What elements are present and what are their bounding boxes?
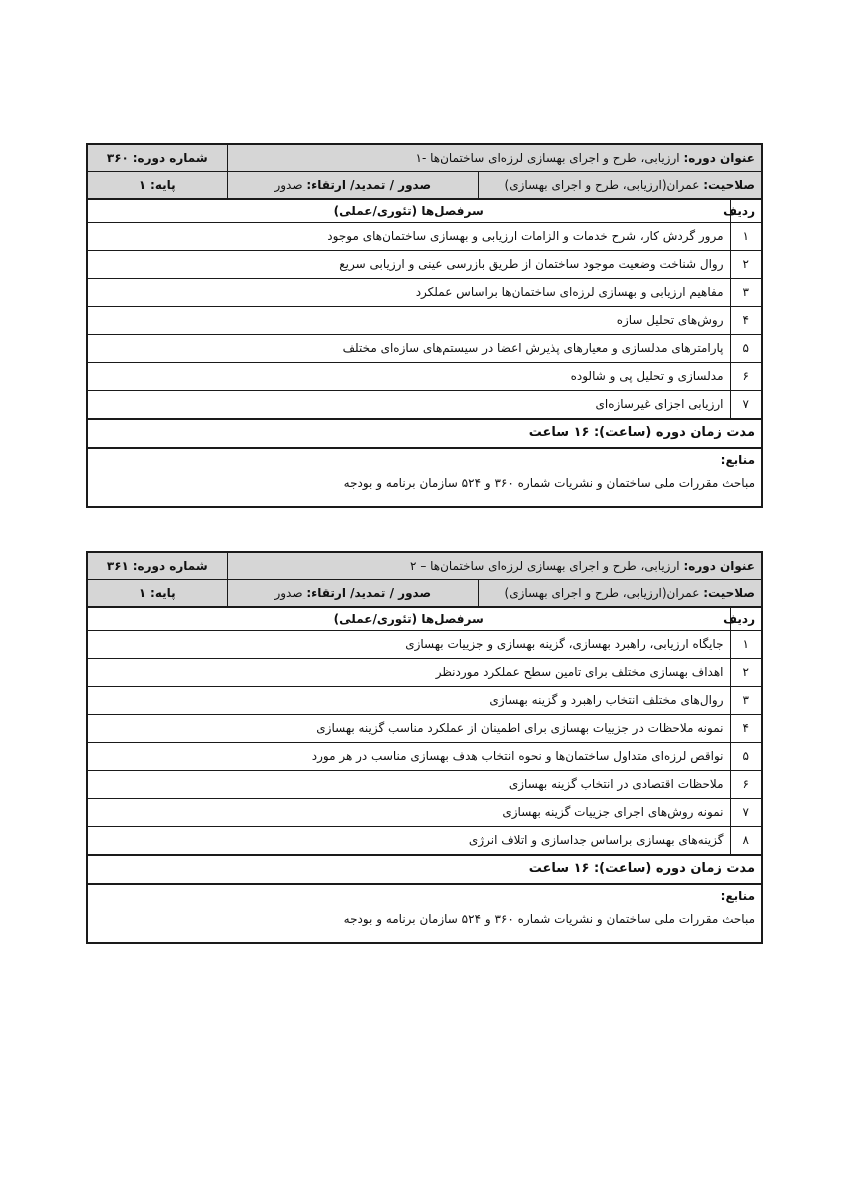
issue-cell xyxy=(227,580,479,608)
duration-label: مدت زمان دوره (ساعت): xyxy=(593,425,755,441)
course-title-row xyxy=(87,144,762,172)
duration-cell xyxy=(87,419,762,448)
topic-row xyxy=(87,251,762,279)
topic-number: ۳ xyxy=(730,687,762,715)
issue-value: صدور xyxy=(274,177,303,192)
competence-label: صلاحیت: xyxy=(703,585,755,600)
topic-row xyxy=(87,715,762,743)
topic-number: ۷ xyxy=(730,799,762,827)
topic-number: ۵ xyxy=(730,743,762,771)
topic-text: ارزیابی اجزای غیرسازه‌ای xyxy=(87,391,730,420)
topic-row xyxy=(87,743,762,771)
sources-label: منابع: xyxy=(720,889,755,903)
duration-label: مدت زمان دوره (ساعت): xyxy=(593,861,755,877)
duration-row xyxy=(87,419,762,448)
competence-label: صلاحیت: xyxy=(703,177,755,192)
competence-value: عمران(ارزیابی، طرح و اجرای بهسازی) xyxy=(504,585,700,600)
grade-label: پایه: xyxy=(150,585,176,600)
topic-row xyxy=(87,771,762,799)
course-title-label: عنوان دوره: xyxy=(683,558,755,573)
course-title-row xyxy=(87,552,762,580)
topic-row xyxy=(87,335,762,363)
topic-row xyxy=(87,687,762,715)
topic-number: ۷ xyxy=(730,391,762,420)
topic-number: ۳ xyxy=(730,279,762,307)
topic-text: روال شناخت وضعیت موجود ساختمان از طریق بازرسی عینی و ارزیابی سریع xyxy=(87,251,730,279)
competence-cell xyxy=(479,580,763,608)
grade-label: پایه: xyxy=(150,177,176,192)
topic-text: نمونه روش‌های اجرای جزییات گزینه بهسازی xyxy=(87,799,730,827)
topic-number: ۱ xyxy=(730,631,762,659)
issue-label: صدور / تمدید/ ارتقاء: xyxy=(306,177,432,192)
sources-cell xyxy=(87,884,762,943)
sources-text: مباحث مقررات ملی ساختمان و نشریات شماره ۳۶۰ و ۵۲۴ سازمان برنامه و بودجه xyxy=(343,476,755,490)
course-number-value: ۳۶۱ xyxy=(106,558,129,573)
sources-row xyxy=(87,448,762,507)
topic-text: اهداف بهسازی مختلف برای تامین سطح عملکرد موردنظر xyxy=(87,659,730,687)
column-header-topics: سرفصل‌ها (تئوری/عملی) xyxy=(87,607,730,631)
topic-number: ۶ xyxy=(730,363,762,391)
topic-text: نواقص لرزه‌ای متداول ساختمان‌ها و نحوه انتخاب هدف بهسازی مناسب در هر مورد xyxy=(87,743,730,771)
issue-cell xyxy=(227,172,479,200)
issue-label: صدور / تمدید/ ارتقاء: xyxy=(306,585,432,600)
topic-row xyxy=(87,279,762,307)
duration-value: ۱۶ ساعت xyxy=(528,425,590,441)
duration-cell xyxy=(87,855,762,884)
course-number-value: ۳۶۰ xyxy=(106,150,129,165)
topic-text: جایگاه ارزیابی، راهبرد بهسازی، گزینه بهسازی و جزییات بهسازی xyxy=(87,631,730,659)
topic-row xyxy=(87,391,762,420)
course-number-label: شماره دوره: xyxy=(132,558,208,573)
grade-value: ۱ xyxy=(138,177,147,192)
topic-number: ۴ xyxy=(730,715,762,743)
sources-cell xyxy=(87,448,762,507)
topic-text: مرور گردش کار، شرح خدمات و الزامات ارزیابی و بهسازی ساختمان‌های موجود xyxy=(87,223,730,251)
course-title-cell xyxy=(227,552,762,580)
topic-text: روال‌های مختلف انتخاب راهبرد و گزینه بهسازی xyxy=(87,687,730,715)
topic-text: مدلسازی و تحلیل پی و شالوده xyxy=(87,363,730,391)
course-title-value: ارزیابی، طرح و اجرای بهسازی لرزه‌ای ساختمان‌ها – ۲ xyxy=(410,558,680,573)
grade-value: ۱ xyxy=(138,585,147,600)
topic-row xyxy=(87,363,762,391)
course-info-row xyxy=(87,172,762,200)
topic-row xyxy=(87,799,762,827)
course-info-row xyxy=(87,580,762,608)
topic-text: ملاحظات اقتصادی در انتخاب گزینه بهسازی xyxy=(87,771,730,799)
topic-row xyxy=(87,827,762,856)
column-header-row xyxy=(87,607,762,631)
course-number-cell xyxy=(87,552,227,580)
course-title-value: ارزیابی، طرح و اجرای بهسازی لرزه‌ای ساختمان‌ها -۱ xyxy=(415,150,680,165)
course-number-label: شماره دوره: xyxy=(132,150,208,165)
topic-row xyxy=(87,631,762,659)
topic-number: ۴ xyxy=(730,307,762,335)
column-header-row xyxy=(87,199,762,223)
topic-text: نمونه ملاحظات در جزییات بهسازی برای اطمینان از عملکرد مناسب گزینه بهسازی xyxy=(87,715,730,743)
topic-number: ۶ xyxy=(730,771,762,799)
topic-number: ۱ xyxy=(730,223,762,251)
sources-row xyxy=(87,884,762,943)
grade-cell xyxy=(87,172,227,200)
course-title-label: عنوان دوره: xyxy=(683,150,755,165)
topic-text: پارامترهای مدلسازی و معیارهای پذیرش اعضا در سیستم‌های سازه‌ای مختلف xyxy=(87,335,730,363)
topic-row xyxy=(87,223,762,251)
course-table xyxy=(86,551,763,944)
column-header-topics: سرفصل‌ها (تئوری/عملی) xyxy=(87,199,730,223)
topic-number: ۲ xyxy=(730,659,762,687)
course-title-cell xyxy=(227,144,762,172)
column-header-row-number: ردیف xyxy=(730,199,762,223)
topic-text: مفاهیم ارزیابی و بهسازی لرزه‌ای ساختمان‌ها براساس عملکرد xyxy=(87,279,730,307)
topic-number: ۲ xyxy=(730,251,762,279)
topic-number: ۵ xyxy=(730,335,762,363)
competence-value: عمران(ارزیابی، طرح و اجرای بهسازی) xyxy=(504,177,700,192)
course-table xyxy=(86,143,763,508)
duration-value: ۱۶ ساعت xyxy=(528,861,590,877)
course-number-cell xyxy=(87,144,227,172)
sources-text: مباحث مقررات ملی ساختمان و نشریات شماره ۳۶۰ و ۵۲۴ سازمان برنامه و بودجه xyxy=(343,912,755,926)
topic-row xyxy=(87,307,762,335)
sources-label: منابع: xyxy=(720,453,755,467)
topic-row xyxy=(87,659,762,687)
competence-cell xyxy=(479,172,763,200)
grade-cell xyxy=(87,580,227,608)
topic-number: ۸ xyxy=(730,827,762,856)
duration-row xyxy=(87,855,762,884)
column-header-row-number: ردیف xyxy=(730,607,762,631)
issue-value: صدور xyxy=(274,585,303,600)
topic-text: روش‌های تحلیل سازه xyxy=(87,307,730,335)
topic-text: گزینه‌های بهسازی براساس جداسازی و اتلاف انرژی xyxy=(87,827,730,856)
